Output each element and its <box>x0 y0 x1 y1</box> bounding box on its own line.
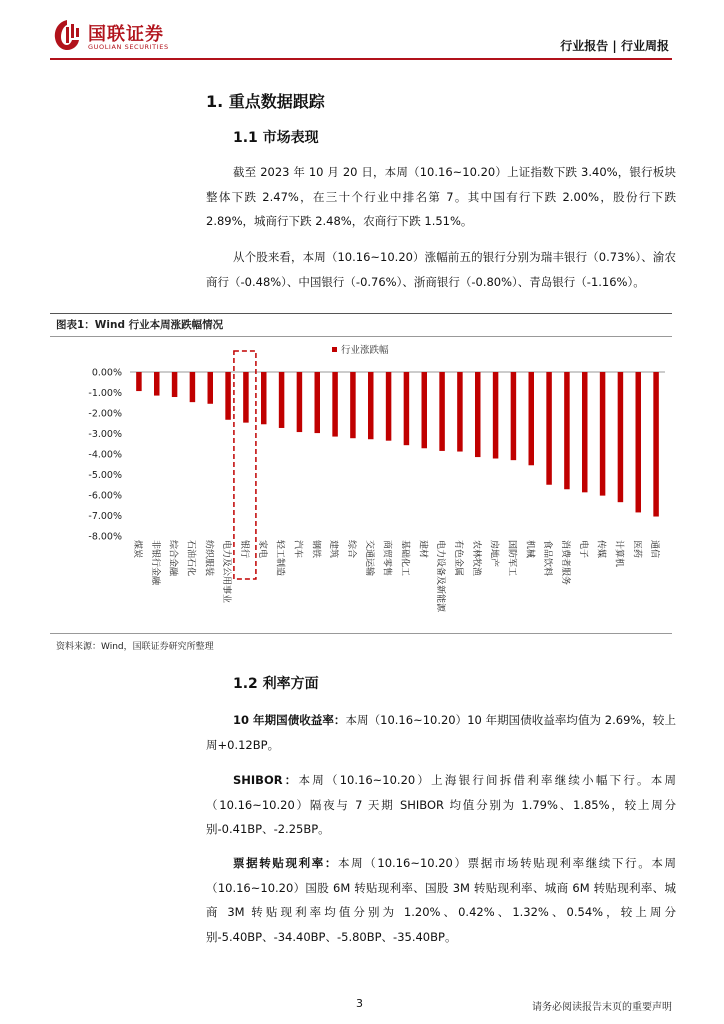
y-tick-label: -8.00% <box>88 531 122 543</box>
paragraph-market-summary: 截至 2023 年 10 月 20 日，本周（10.16~10.20）上证指数下跌 3.40%，银行板块整体下跌 2.47%，在三十个行业中排名第 7。其中国有行下跌 2.00%，股份行下跌 2.89%，城商行下跌 2.48%，农商行下跌 1.51%。 <box>206 165 676 228</box>
bar <box>457 372 463 452</box>
x-tick-label: 交通运输 <box>363 540 374 577</box>
bar <box>653 372 659 517</box>
x-tick-label: 传媒 <box>595 540 606 559</box>
x-tick-label: 综合 <box>345 540 356 559</box>
x-tick-label: 电力设备及新能源 <box>435 540 446 613</box>
x-tick-label: 钢铁 <box>310 540 321 559</box>
bar <box>208 372 214 404</box>
bar <box>315 372 321 433</box>
treasury-yield-label: 10 年期国债收益率： <box>233 713 346 727</box>
page-number: 3 <box>356 997 363 1010</box>
bar <box>261 372 267 424</box>
x-tick-label: 食品饮料 <box>542 540 553 577</box>
bar <box>511 372 516 460</box>
bar <box>190 372 196 402</box>
x-tick-label: 基础化工 <box>399 540 410 577</box>
disclaimer-note: 请务必阅读报告末页的重要声明 <box>532 1002 672 1013</box>
y-tick-label: -1.00% <box>88 388 122 399</box>
report-type-label: 行业报告 | 行业周报 <box>560 39 669 53</box>
page-header <box>0 0 724 62</box>
x-tick-label: 有色金属 <box>452 540 463 577</box>
paragraph-top-banks: 从个股来看，本周（10.16~10.20）涨幅前五的银行分别为瑞丰银行（0.73%）、渝农商行（-0.48%）、中国银行（-0.76%）、浙商银行（-0.80%）、青岛银行（-1.16%）。 <box>206 250 676 289</box>
bar <box>279 372 285 428</box>
bar <box>225 372 231 420</box>
x-tick-label: 消费者服务 <box>559 540 570 586</box>
x-tick-label: 建材 <box>417 540 428 559</box>
subsection-heading-rates: 1.2 利率方面 <box>233 676 319 692</box>
x-tick-label: 石油石化 <box>185 540 196 577</box>
x-tick-label: 计算机 <box>613 540 624 568</box>
x-tick-label: 医药 <box>631 540 642 559</box>
paragraph-bill-rate <box>206 851 676 949</box>
bar <box>350 372 356 438</box>
y-tick-label: -7.00% <box>88 511 122 522</box>
bill-rate-text: 本周（10.16~10.20）票据市场转贴现利率继续下行。本周（10.16~10.20）国股 6M 转贴现利率、国股 3M 转贴现利率、城商 6M 转贴现利率、城商 3M 转贴现利率均值分别为 1.20%、0.42%、1.32%、0.54%，较上周分别-5.40BP、-34.40BP、-5.80BP、-35.40BP。 <box>206 856 677 944</box>
logo-text-cn: 国联证券 <box>88 24 164 45</box>
legend-label: 行业涨跌幅 <box>341 345 389 356</box>
x-tick-label: 电子 <box>577 540 588 559</box>
x-tick-label: 银行 <box>238 540 249 559</box>
x-tick-label: 煤炭 <box>131 540 142 559</box>
x-tick-label: 商贸零售 <box>381 540 392 577</box>
x-tick-label: 综合金融 <box>167 540 178 577</box>
y-tick-label: -4.00% <box>88 449 122 461</box>
x-tick-label: 汽车 <box>292 540 303 559</box>
source-divider <box>50 633 672 634</box>
bar <box>546 372 552 485</box>
bar <box>439 372 445 451</box>
y-tick-label: -6.00% <box>88 490 122 502</box>
paragraph-shibor <box>206 768 676 842</box>
figure-title: 图表1：Wind 行业本周涨跌幅情况 <box>56 319 224 331</box>
x-tick-label: 轻工制造 <box>274 540 285 577</box>
bar <box>386 372 392 441</box>
bar <box>136 372 142 391</box>
subsection-heading-market: 1.1 市场表现 <box>233 130 319 146</box>
bar <box>154 372 160 396</box>
bar <box>422 372 428 448</box>
x-tick-label: 电力及公用事业 <box>221 540 232 604</box>
shibor-text: 本周（10.16~10.20）上海银行间拆借利率继续小幅下行。本周（10.16~10.20）隔夜与 7 天期 SHIBOR 均值分别为 1.79%、1.85%，较上周分别-0.41BP、-2.25BP。 <box>206 773 676 836</box>
bar <box>582 372 588 492</box>
x-tick-label: 房地产 <box>488 540 499 568</box>
industry-change-chart <box>50 340 672 630</box>
company-logo <box>52 18 192 54</box>
legend-swatch <box>332 347 337 352</box>
bar-chart-svg <box>50 340 672 630</box>
bar <box>618 372 624 502</box>
figure-source: 资料来源：Wind，国联证券研究所整理 <box>56 642 214 652</box>
x-tick-label: 家电 <box>256 540 267 559</box>
y-tick-label: -3.00% <box>88 429 122 440</box>
y-tick-label: 0.00% <box>91 367 122 379</box>
logo-mark-icon <box>52 18 82 52</box>
y-tick-label: -5.00% <box>88 470 122 481</box>
bar <box>404 372 410 445</box>
bill-rate-label: 票据转贴现利率： <box>233 856 339 870</box>
bar <box>172 372 178 397</box>
bar <box>564 372 570 489</box>
bar <box>600 372 606 496</box>
x-tick-label: 国防军工 <box>506 540 517 577</box>
section-heading: 1. 重点数据跟踪 <box>206 92 325 111</box>
x-tick-label: 纺织服装 <box>203 540 214 577</box>
figure-title-bar <box>50 313 672 337</box>
y-tick-label: -2.00% <box>88 408 122 420</box>
bar <box>332 372 338 437</box>
x-tick-label: 通信 <box>649 540 660 559</box>
bar <box>297 372 303 432</box>
x-tick-label: 建筑 <box>328 540 339 559</box>
bar <box>493 372 499 459</box>
treasury-yield-text: 本周（10.16~10.20）10 年期国债收益率均值为 2.69%，较上周+0.12BP。 <box>206 713 676 752</box>
bar <box>475 372 481 457</box>
bar <box>243 372 249 423</box>
bar <box>368 372 374 439</box>
paragraph-treasury-yield <box>206 708 676 757</box>
header-divider <box>50 58 672 60</box>
bar <box>529 372 535 465</box>
logo-text-en: GUOLIAN SECURITIES <box>88 43 169 51</box>
bar <box>636 372 642 512</box>
shibor-label: SHIBOR： <box>233 773 299 787</box>
x-tick-label: 非银行金融 <box>149 540 160 586</box>
x-tick-label: 农林牧渔 <box>470 540 481 577</box>
x-tick-label: 机械 <box>524 540 535 559</box>
